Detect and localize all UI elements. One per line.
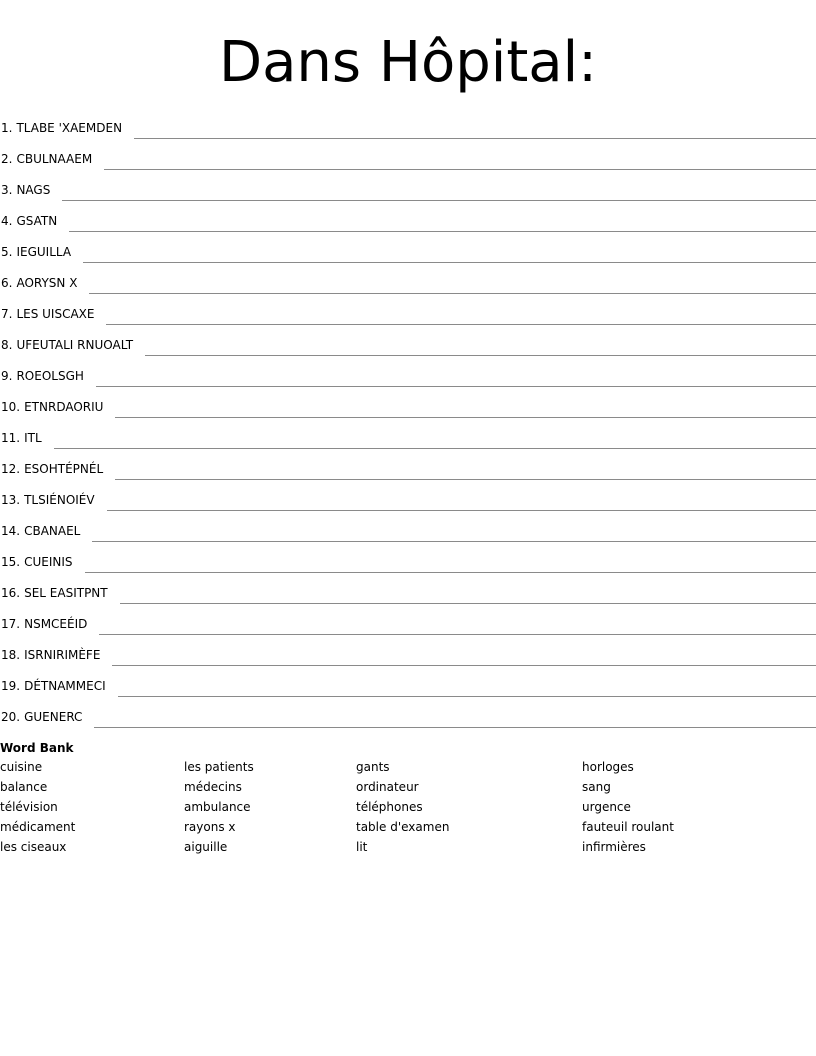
word-bank-item: médicament [0, 820, 76, 834]
scrambled-word: CBANAEL [24, 524, 81, 538]
question-number: 6. [1, 276, 13, 290]
word-bank-item: médecins [184, 780, 242, 794]
question-row [0, 232, 816, 263]
word-bank-item: cuisine [0, 760, 43, 774]
answer-line[interactable] [107, 509, 816, 511]
word-bank-item: télévision [0, 800, 58, 814]
answer-line[interactable] [54, 447, 816, 449]
question-label [0, 152, 92, 170]
word-bank-item: urgence [582, 800, 631, 814]
answer-line[interactable] [104, 168, 816, 170]
word-bank-column [0, 757, 75, 857]
word-bank-column [356, 757, 449, 857]
word-bank-item: téléphones [356, 800, 423, 814]
question-row [0, 449, 816, 480]
question-number: 1. [1, 121, 13, 135]
scrambled-word: LES UISCAXE [16, 307, 95, 321]
question-label [0, 524, 80, 542]
question-label [0, 214, 57, 232]
word-bank-title: Word Bank [0, 741, 74, 755]
question-row [0, 201, 816, 232]
scrambled-word: GUENERC [24, 710, 83, 724]
scrambled-word: GSATN [16, 214, 58, 228]
question-label [0, 183, 50, 201]
answer-line[interactable] [120, 602, 816, 604]
question-row [0, 139, 816, 170]
question-row [0, 108, 816, 139]
scrambled-word: TLABE 'XAEMDEN [16, 121, 123, 135]
question-label [0, 245, 71, 263]
scrambled-word: ETNRDAORIU [24, 400, 104, 414]
word-bank [0, 739, 816, 857]
word-bank-item: horloges [582, 760, 634, 774]
question-label [0, 617, 87, 635]
question-row [0, 635, 816, 666]
scrambled-word: NSMCEÉID [24, 617, 88, 631]
question-label [0, 369, 84, 387]
scrambled-word: UFEUTALI RNUOALT [16, 338, 134, 352]
question-number: 9. [1, 369, 13, 383]
scrambled-word: NAGS [16, 183, 51, 197]
question-row [0, 263, 816, 294]
question-label [0, 431, 42, 449]
word-bank-column [184, 757, 254, 857]
question-number: 7. [1, 307, 13, 321]
question-label [0, 462, 103, 480]
word-bank-item: infirmières [582, 840, 646, 854]
question-row [0, 480, 816, 511]
question-number: 20. [1, 710, 21, 724]
word-bank-item: aiguille [184, 840, 228, 854]
word-bank-item: fauteuil roulant [582, 820, 674, 834]
question-number: 19. [1, 679, 21, 693]
question-label [0, 307, 94, 325]
scrambled-word: IEGUILLA [16, 245, 72, 259]
question-label [0, 400, 103, 418]
word-bank-item: table d'examen [356, 820, 450, 834]
answer-line[interactable] [106, 323, 816, 325]
question-label [0, 555, 73, 573]
word-bank-item: balance [0, 780, 48, 794]
question-number: 14. [1, 524, 21, 538]
question-row [0, 387, 816, 418]
scrambled-word: ESOHTÉPNÉL [24, 462, 104, 476]
answer-line[interactable] [115, 478, 816, 480]
page-title: Dans Hôpital: [218, 30, 598, 95]
word-bank-column [582, 757, 674, 857]
question-number: 16. [1, 586, 21, 600]
scrambled-word: DÉTNAMMECI [24, 679, 106, 693]
scrambled-word: CBULNAAEM [16, 152, 93, 166]
question-label [0, 648, 100, 666]
answer-line[interactable] [96, 385, 816, 387]
question-number: 18. [1, 648, 21, 662]
answer-line[interactable] [62, 199, 816, 201]
word-bank-item: les ciseaux [0, 840, 67, 854]
scrambled-word: ISRNIRIMÈFE [24, 648, 101, 662]
question-row [0, 418, 816, 449]
answer-line[interactable] [92, 540, 816, 542]
scrambled-word: SEL EASITPNT [24, 586, 108, 600]
question-number: 17. [1, 617, 21, 631]
scrambled-word: TLSIÉNOIÉV [24, 493, 95, 507]
word-bank-item: les patients [184, 760, 254, 774]
word-bank-item: ordinateur [356, 780, 419, 794]
answer-line[interactable] [94, 726, 816, 728]
question-row [0, 573, 816, 604]
question-row [0, 511, 816, 542]
question-list [0, 108, 816, 728]
question-number: 8. [1, 338, 13, 352]
question-number: 2. [1, 152, 13, 166]
question-row [0, 170, 816, 201]
question-number: 11. [1, 431, 21, 445]
question-label [0, 679, 106, 697]
scrambled-word: ROEOLSGH [16, 369, 84, 383]
question-number: 5. [1, 245, 13, 259]
answer-line[interactable] [145, 354, 816, 356]
question-label [0, 338, 133, 356]
answer-line[interactable] [118, 695, 816, 697]
scrambled-word: CUEINIS [24, 555, 73, 569]
question-row [0, 542, 816, 573]
question-row [0, 356, 816, 387]
word-bank-item: gants [356, 760, 390, 774]
answer-line[interactable] [134, 137, 816, 139]
answer-line[interactable] [99, 633, 816, 635]
answer-line[interactable] [69, 230, 816, 232]
word-bank-item: ambulance [184, 800, 251, 814]
question-label [0, 586, 108, 604]
question-row [0, 294, 816, 325]
answer-line[interactable] [89, 292, 816, 294]
question-label [0, 493, 95, 511]
question-number: 15. [1, 555, 21, 569]
word-bank-grid [0, 757, 816, 857]
answer-line[interactable] [83, 261, 816, 263]
question-row [0, 604, 816, 635]
answer-line[interactable] [112, 664, 816, 666]
question-number: 3. [1, 183, 13, 197]
word-bank-item: lit [356, 840, 368, 854]
question-number: 10. [1, 400, 21, 414]
question-number: 4. [1, 214, 13, 228]
answer-line[interactable] [115, 416, 816, 418]
answer-line[interactable] [85, 571, 816, 573]
word-bank-item: rayons x [184, 820, 236, 834]
question-number: 12. [1, 462, 21, 476]
question-row [0, 666, 816, 697]
question-row [0, 325, 816, 356]
scrambled-word: ITL [24, 431, 42, 445]
scrambled-word: AORYSN X [16, 276, 78, 290]
word-bank-item: sang [582, 780, 611, 794]
question-label [0, 710, 82, 728]
question-label [0, 276, 77, 294]
question-row [0, 697, 816, 728]
question-number: 13. [1, 493, 21, 507]
question-label [0, 121, 122, 139]
